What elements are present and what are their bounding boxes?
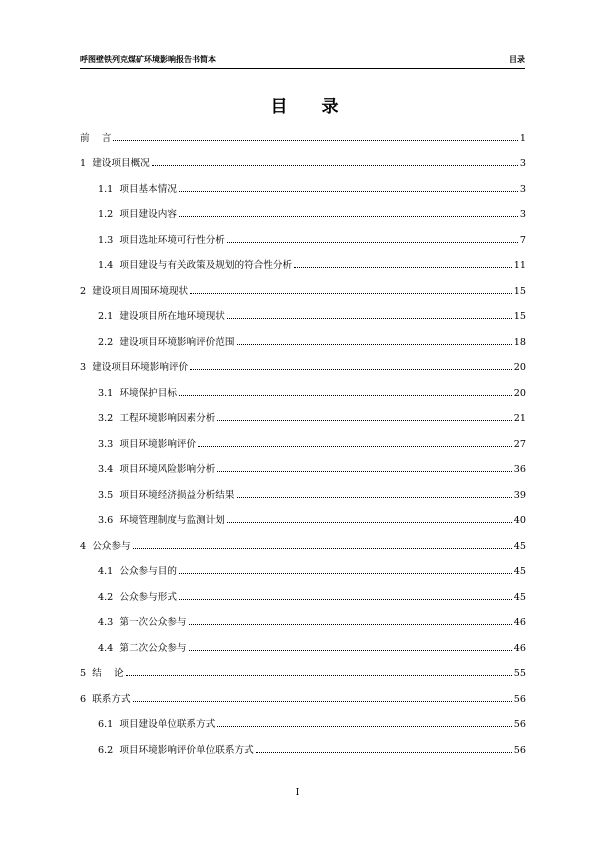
toc-entry-label: 项目建设单位联系方式 bbox=[119, 719, 216, 730]
toc-entry-label: 结 论 bbox=[92, 668, 124, 679]
toc-entry-label: 第一次公众参与 bbox=[119, 617, 187, 628]
header-document-title: 呼图壁铁列克煤矿环境影响报告书简本 bbox=[80, 55, 216, 64]
toc-entry[interactable] bbox=[80, 526, 526, 552]
toc-entry-label: 建设项目环境影响评价 bbox=[92, 362, 189, 373]
toc-entry-label: 前 言 bbox=[80, 132, 112, 144]
toc-entry[interactable] bbox=[80, 628, 526, 654]
toc-entry-number: 6.1 bbox=[98, 719, 114, 730]
header-divider bbox=[80, 68, 525, 69]
toc-entry-number: 4 bbox=[80, 540, 87, 552]
toc-entry-page: 55 bbox=[513, 668, 526, 679]
toc-entry-page: 20 bbox=[513, 387, 526, 399]
toc-leader-dots bbox=[217, 726, 511, 727]
toc-entry-label: 建设项目环境影响评价范围 bbox=[119, 336, 235, 348]
toc-leader-dots bbox=[227, 522, 512, 523]
toc-entry-number: 2 bbox=[80, 285, 87, 297]
toc-leader-dots bbox=[126, 675, 512, 676]
toc-entry-label: 项目环境经济损益分析结果 bbox=[119, 489, 235, 501]
toc-entry-number: 5 bbox=[80, 668, 87, 679]
toc-leader-dots bbox=[189, 624, 512, 625]
toc-entry-label: 项目基本情况 bbox=[119, 183, 177, 195]
toc-entry[interactable] bbox=[80, 552, 526, 578]
toc-entry-label: 建设项目概况 bbox=[92, 158, 150, 169]
toc-leader-dots bbox=[113, 140, 518, 141]
table-of-contents bbox=[80, 118, 526, 756]
toc-leader-dots bbox=[190, 293, 512, 294]
toc-entry-page: 56 bbox=[513, 693, 526, 705]
toc-entry-page: 46 bbox=[513, 617, 526, 628]
toc-entry-number: 1.4 bbox=[98, 260, 114, 271]
toc-entry-number: 4.2 bbox=[98, 591, 114, 603]
toc-entry[interactable] bbox=[80, 169, 526, 195]
toc-entry[interactable] bbox=[80, 424, 526, 450]
running-header bbox=[80, 54, 525, 68]
toc-entry[interactable] bbox=[80, 705, 526, 731]
toc-entry-page: 15 bbox=[513, 311, 526, 322]
toc-entry-page: 40 bbox=[513, 515, 526, 526]
toc-entry[interactable] bbox=[80, 195, 526, 221]
page-number: I bbox=[295, 788, 300, 798]
toc-entry-number: 1.1 bbox=[98, 183, 114, 195]
toc-entry-page: 56 bbox=[513, 744, 526, 756]
toc-entry-page: 45 bbox=[513, 591, 526, 603]
toc-entry-number: 2.2 bbox=[98, 336, 114, 348]
toc-entry-page: 46 bbox=[513, 642, 526, 654]
toc-entry-number: 1.2 bbox=[98, 209, 114, 220]
toc-entry-page: 20 bbox=[513, 362, 526, 373]
toc-leader-dots bbox=[190, 369, 512, 370]
toc-entry-page: 21 bbox=[513, 413, 526, 424]
toc-entry[interactable] bbox=[80, 475, 526, 501]
toc-entry-number: 4.1 bbox=[98, 566, 114, 577]
toc-entry[interactable] bbox=[80, 348, 526, 374]
toc-entry-label: 项目环境风险影响分析 bbox=[119, 464, 216, 475]
toc-entry[interactable] bbox=[80, 654, 526, 680]
toc-entry[interactable] bbox=[80, 679, 526, 705]
toc-entry-label: 项目建设与有关政策及规划的符合性分析 bbox=[119, 260, 293, 271]
toc-entry[interactable] bbox=[80, 220, 526, 246]
toc-entry-page: 7 bbox=[519, 234, 526, 246]
toc-entry-label: 联系方式 bbox=[92, 693, 131, 705]
toc-entry[interactable] bbox=[80, 450, 526, 476]
toc-entry-label: 公众参与 bbox=[92, 540, 131, 552]
toc-entry[interactable] bbox=[80, 577, 526, 603]
toc-entry-page: 36 bbox=[513, 464, 526, 475]
toc-entry-number: 3.5 bbox=[98, 489, 114, 501]
toc-leader-dots bbox=[152, 165, 518, 166]
toc-entry-number: 4.3 bbox=[98, 617, 114, 628]
toc-entry-page: 1 bbox=[519, 132, 526, 144]
toc-entry-label: 建设项目所在地环境现状 bbox=[119, 311, 225, 322]
toc-entry-number: 3 bbox=[80, 362, 87, 373]
toc-entry[interactable] bbox=[80, 603, 526, 629]
toc-entry-page: 45 bbox=[513, 540, 526, 552]
toc-entry-page: 3 bbox=[519, 158, 526, 169]
toc-entry-number: 1.3 bbox=[98, 234, 114, 246]
toc-entry-number: 4.4 bbox=[98, 642, 114, 654]
toc-entry[interactable] bbox=[80, 373, 526, 399]
toc-entry-number: 2.1 bbox=[98, 311, 114, 322]
toc-entry[interactable] bbox=[80, 246, 526, 272]
toc-entry-page: 56 bbox=[513, 719, 526, 730]
toc-entry-page: 3 bbox=[519, 183, 526, 195]
toc-leader-dots bbox=[256, 752, 512, 753]
toc-entry[interactable] bbox=[80, 730, 526, 756]
toc-entry[interactable] bbox=[80, 144, 526, 170]
toc-leader-dots bbox=[179, 216, 518, 217]
toc-entry-page: 3 bbox=[519, 209, 526, 220]
toc-leader-dots bbox=[237, 344, 512, 345]
toc-entry-number: 6.2 bbox=[98, 744, 114, 756]
toc-entry-number: 6 bbox=[80, 693, 87, 705]
toc-leader-dots bbox=[179, 573, 512, 574]
toc-leader-dots bbox=[217, 471, 511, 472]
toc-leader-dots bbox=[237, 497, 512, 498]
toc-entry[interactable] bbox=[80, 271, 526, 297]
toc-leader-dots bbox=[198, 446, 512, 447]
toc-entry-number: 1 bbox=[80, 158, 87, 169]
toc-entry-label: 环境管理制度与监测计划 bbox=[119, 515, 225, 526]
toc-entry-label: 公众参与目的 bbox=[119, 566, 177, 577]
toc-entry[interactable] bbox=[80, 322, 526, 348]
toc-entry-label: 建设项目周围环境现状 bbox=[92, 285, 189, 297]
toc-entry-number: 3.1 bbox=[98, 387, 114, 399]
toc-entry-label: 第二次公众参与 bbox=[119, 642, 187, 654]
toc-leader-dots bbox=[179, 395, 512, 396]
toc-leader-dots bbox=[294, 267, 512, 268]
toc-leader-dots bbox=[179, 191, 518, 192]
toc-entry-label: 工程环境影响因素分析 bbox=[119, 413, 216, 424]
toc-entry[interactable] bbox=[80, 399, 526, 425]
toc-entry-number: 3.2 bbox=[98, 413, 114, 424]
toc-entry-page: 18 bbox=[513, 336, 526, 348]
toc-leader-dots bbox=[217, 420, 511, 421]
toc-entry-page: 45 bbox=[513, 566, 526, 577]
toc-entry-label: 项目建设内容 bbox=[119, 209, 177, 220]
toc-entry-label: 公众参与形式 bbox=[119, 591, 177, 603]
toc-entry[interactable] bbox=[80, 297, 526, 323]
toc-entry-page: 27 bbox=[513, 438, 526, 450]
toc-leader-dots bbox=[179, 599, 512, 600]
header-section-name: 目录 bbox=[509, 55, 525, 64]
toc-entry-page: 15 bbox=[513, 285, 526, 297]
toc-leader-dots bbox=[133, 701, 512, 702]
page-title: 目 录 bbox=[270, 97, 353, 117]
toc-entry[interactable] bbox=[80, 501, 526, 527]
toc-entry-label: 项目选址环境可行性分析 bbox=[119, 234, 225, 246]
toc-entry[interactable] bbox=[80, 118, 526, 144]
toc-entry-page: 39 bbox=[513, 489, 526, 501]
toc-entry-label: 环境保护目标 bbox=[119, 387, 177, 399]
toc-entry-label: 项目环境影响评价单位联系方式 bbox=[119, 744, 254, 756]
toc-entry-number: 3.4 bbox=[98, 464, 114, 475]
toc-leader-dots bbox=[227, 318, 512, 319]
toc-entry-number: 3.6 bbox=[98, 515, 114, 526]
toc-leader-dots bbox=[189, 650, 512, 651]
toc-entry-number: 3.3 bbox=[98, 438, 114, 450]
toc-entry-label: 项目环境影响评价 bbox=[119, 438, 197, 450]
toc-entry-page: 11 bbox=[513, 260, 526, 271]
toc-leader-dots bbox=[133, 548, 512, 549]
toc-leader-dots bbox=[227, 242, 518, 243]
